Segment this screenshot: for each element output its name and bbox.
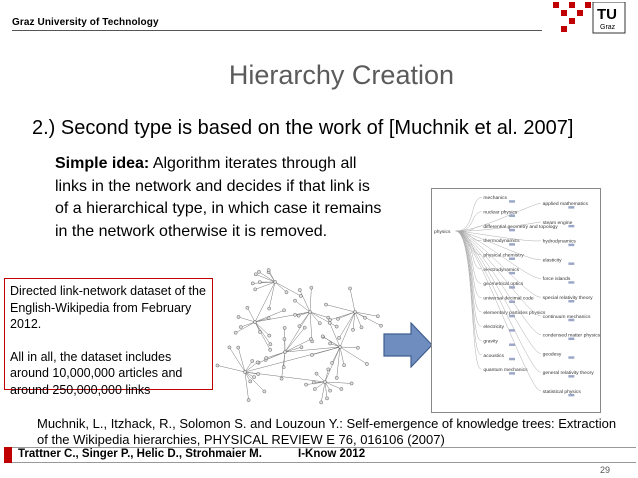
tree-branch [456,197,482,231]
tree-label: special relativity theory [542,296,593,302]
hierarchy-tree-image [431,188,601,413]
dataset-para-1: Directed link-network dataset of the English-Wikipedia from February 2012. [10,284,206,331]
tree-label: continuum mechanics [542,314,591,320]
tree-label: elementary particles physics [483,310,546,316]
tree-label: acoustics [483,353,504,359]
footer-accent [4,447,12,463]
tree-label: statistical physics [542,389,581,395]
tree-label: geodesy [542,352,562,358]
tree-label: force islands [542,277,571,283]
header-divider [12,30,542,31]
tree-label: geometrical optics [483,282,524,288]
slide-subtitle: 2.) Second type is based on the work of [Muchnik et al. 2007] [32,117,574,139]
dataset-para-2: All in all, the dataset includes around 10,000,000 articles and around 250,000,000 links [10,349,183,397]
tree-label: physics [433,229,451,235]
tree-label: universal decimal code [483,296,534,302]
tree-label: electricity [483,325,504,331]
tree-node-marker [568,356,574,358]
tree-branch [456,231,482,369]
tree-label: mechanics [483,196,507,202]
dataset-box [4,278,213,397]
body-rest: Algorithm iterates through all links in the network and decides if that link is of a hierarchical type, in which case it remains in the network otherwise it is removed. [55,155,382,240]
footer-authors: Trattner C., Singer P., Helic D., Strohmaier M. [18,448,262,460]
tree-label: differential geometry and topology [483,224,558,230]
footer-event: I-Know 2012 [298,448,366,460]
tree-label: steam engine [542,220,573,226]
tree-label: applied mathematics [542,202,588,208]
arrow-right-icon [383,322,433,368]
citation: Muchnik, L., Itzhack, R., Solomon S. and Louzoun Y.: Self-emergence of knowledge trees: Extraction of the Wikipedia hierarchies, PHYSICAL REVIEW E 76, 016106 (2007) [37,416,617,447]
body-text [55,153,385,243]
university-name: Graz University of Technology [12,17,159,28]
page-number: 29 [600,465,611,475]
tree-label: nuclear physics [483,210,518,216]
logo-text: TU [597,6,617,23]
tree-label: thermodynamics [483,239,520,245]
slide-title: Hierarchy Creation [228,60,454,90]
tree-label: physical chemistry [483,253,524,259]
tree-label: gravity [483,339,498,345]
tree-label: condensed matter physics [542,333,601,339]
tree-label: electrodynamics [483,267,520,273]
tu-graz-logo [553,2,627,36]
tree-label: elasticity [542,258,562,264]
tree-label: hydrodynamics [542,239,576,245]
body-bold: Simple idea: [55,155,150,172]
tree-node-marker [509,343,515,345]
network-graph-image [215,252,385,412]
tree-label: quantum mechanics [483,368,528,374]
tree-node-marker [509,358,515,360]
logo-subtext: Graz [600,24,616,31]
tree-branch [456,212,482,231]
tree-label: general relativity theory [542,371,594,377]
tree-node-marker [509,200,515,202]
tree-node-marker [568,262,574,264]
